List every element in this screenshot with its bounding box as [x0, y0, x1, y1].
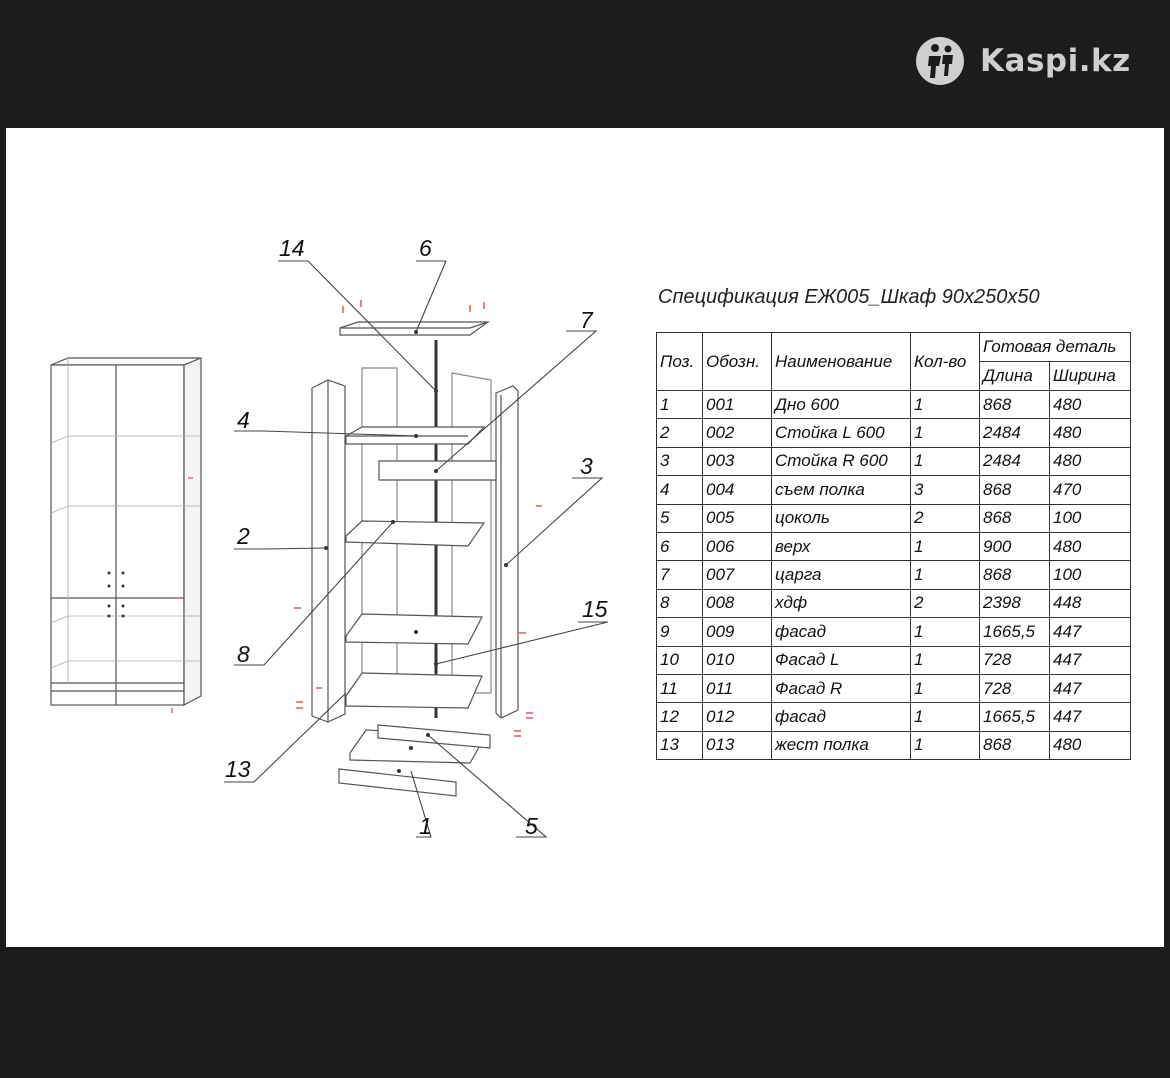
table-row [657, 447, 1131, 475]
header-code: Обозн. [703, 333, 772, 391]
cell-pos: 6 [657, 532, 703, 560]
callout-14: 14 [279, 235, 305, 261]
callout-3: 3 [580, 453, 593, 479]
cell-length: 1665,5 [980, 618, 1050, 646]
cell-width: 447 [1050, 618, 1131, 646]
cell-name: Фасад R [772, 674, 911, 702]
cell-code: 004 [703, 476, 772, 504]
spec-sheet [6, 128, 1164, 947]
cell-code: 011 [703, 674, 772, 702]
cell-qty: 1 [911, 419, 980, 447]
cell-qty: 1 [911, 646, 980, 674]
cell-code: 001 [703, 391, 772, 419]
cell-length: 900 [980, 532, 1050, 560]
callout-13: 13 [225, 756, 251, 782]
callout-6: 6 [419, 235, 432, 261]
callout-5: 5 [525, 813, 538, 839]
table-row [657, 674, 1131, 702]
cell-name: Стойка R 600 [772, 447, 911, 475]
cell-pos: 1 [657, 391, 703, 419]
table-row [657, 504, 1131, 532]
table-row [657, 532, 1131, 560]
header-name: Наименование [772, 333, 911, 391]
cell-name: жест полка [772, 731, 911, 759]
table-row [657, 391, 1131, 419]
cell-code: 009 [703, 618, 772, 646]
brand-watermark [915, 36, 1131, 86]
table-row [657, 419, 1131, 447]
cell-code: 008 [703, 589, 772, 617]
callout-8: 8 [237, 641, 250, 667]
cell-name: фасад [772, 703, 911, 731]
cell-pos: 3 [657, 447, 703, 475]
cell-length: 868 [980, 504, 1050, 532]
cell-width: 480 [1050, 447, 1131, 475]
callout-4: 4 [237, 407, 250, 433]
table-row [657, 731, 1131, 759]
cell-qty: 2 [911, 589, 980, 617]
cell-pos: 5 [657, 504, 703, 532]
callout-2: 2 [237, 523, 250, 549]
cell-width: 447 [1050, 674, 1131, 702]
callout-7: 7 [580, 307, 593, 333]
table-row [657, 589, 1131, 617]
cell-length: 868 [980, 391, 1050, 419]
spec-header-row [657, 333, 1131, 362]
cell-code: 013 [703, 731, 772, 759]
cell-name: Дно 600 [772, 391, 911, 419]
spec-table [656, 332, 1131, 760]
cell-code: 010 [703, 646, 772, 674]
cell-width: 480 [1050, 532, 1131, 560]
callout-15: 15 [582, 596, 608, 622]
cell-code: 007 [703, 561, 772, 589]
cell-name: цоколь [772, 504, 911, 532]
cell-qty: 1 [911, 731, 980, 759]
cell-width: 480 [1050, 731, 1131, 759]
cell-pos: 13 [657, 731, 703, 759]
cell-qty: 1 [911, 391, 980, 419]
cell-qty: 1 [911, 532, 980, 560]
cell-width: 447 [1050, 703, 1131, 731]
cell-pos: 2 [657, 419, 703, 447]
cell-pos: 10 [657, 646, 703, 674]
cell-width: 480 [1050, 419, 1131, 447]
cell-length: 868 [980, 561, 1050, 589]
cell-length: 868 [980, 476, 1050, 504]
cell-qty: 3 [911, 476, 980, 504]
cell-length: 2398 [980, 589, 1050, 617]
cell-length: 2484 [980, 419, 1050, 447]
cell-name: фасад [772, 618, 911, 646]
callout-1: 1 [419, 813, 432, 839]
cell-name: Фасад L [772, 646, 911, 674]
cell-code: 003 [703, 447, 772, 475]
spec-title: Спецификация ЕЖ005_Шкаф 90х250х50 [658, 286, 1040, 308]
header-qty: Кол-во [911, 333, 980, 391]
spec-body [657, 391, 1131, 760]
header-finished: Готовая деталь [980, 333, 1131, 362]
cell-width: 448 [1050, 589, 1131, 617]
header-pos: Поз. [657, 333, 703, 391]
cell-length: 728 [980, 674, 1050, 702]
header-length: Длина [980, 362, 1050, 391]
cell-width: 480 [1050, 391, 1131, 419]
cell-qty: 1 [911, 447, 980, 475]
cell-code: 002 [703, 419, 772, 447]
cell-code: 006 [703, 532, 772, 560]
cell-width: 470 [1050, 476, 1131, 504]
cell-pos: 4 [657, 476, 703, 504]
table-row [657, 618, 1131, 646]
cell-code: 012 [703, 703, 772, 731]
cell-width: 100 [1050, 504, 1131, 532]
cell-name: хдф [772, 589, 911, 617]
cell-pos: 12 [657, 703, 703, 731]
cell-width: 100 [1050, 561, 1131, 589]
table-row [657, 646, 1131, 674]
cell-qty: 2 [911, 504, 980, 532]
cell-qty: 1 [911, 561, 980, 589]
cell-length: 2484 [980, 447, 1050, 475]
table-row [657, 476, 1131, 504]
cell-name: царга [772, 561, 911, 589]
assembled-cabinet [51, 358, 201, 713]
kaspi-logo-icon [915, 36, 965, 86]
cell-length: 1665,5 [980, 703, 1050, 731]
cell-name: Стойка L 600 [772, 419, 911, 447]
table-row [657, 561, 1131, 589]
cell-name: съем полка [772, 476, 911, 504]
cell-name: верх [772, 532, 911, 560]
header-width: Ширина [1050, 362, 1131, 391]
cell-qty: 1 [911, 618, 980, 646]
brand-name: Kaspi.kz [980, 43, 1131, 79]
cell-qty: 1 [911, 674, 980, 702]
cell-pos: 8 [657, 589, 703, 617]
cell-length: 728 [980, 646, 1050, 674]
table-row [657, 703, 1131, 731]
cell-width: 447 [1050, 646, 1131, 674]
cell-pos: 7 [657, 561, 703, 589]
cell-pos: 9 [657, 618, 703, 646]
cell-code: 005 [703, 504, 772, 532]
exploded-view [294, 300, 542, 796]
cell-pos: 11 [657, 674, 703, 702]
cell-length: 868 [980, 731, 1050, 759]
assembly-drawing [6, 128, 656, 947]
cell-qty: 1 [911, 703, 980, 731]
